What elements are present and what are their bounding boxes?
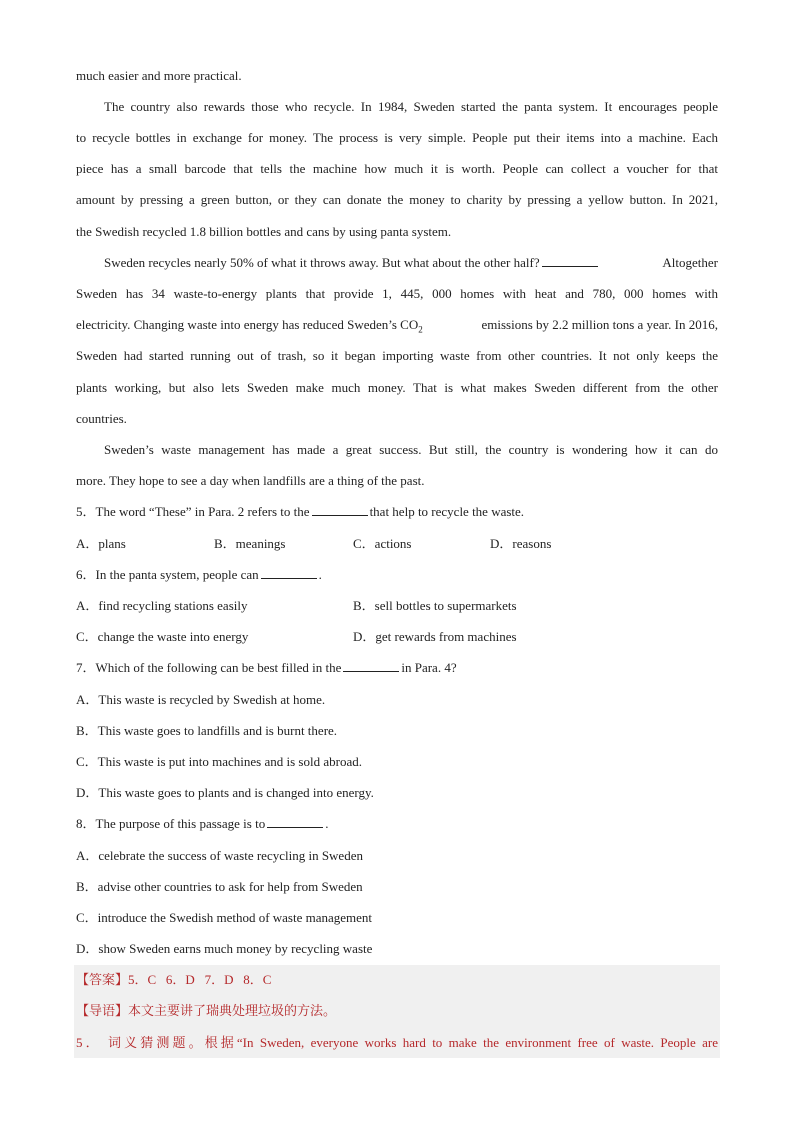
- question-8-stem-end: .: [325, 816, 329, 831]
- paragraph-3-line-1-text: Sweden recycles nearly 50% of what it throws away. But what about the other half?: [104, 255, 540, 270]
- answer-line: [76, 971, 718, 989]
- question-7: [76, 659, 718, 677]
- paragraph-3-line-1-tail: Altogether: [662, 255, 718, 270]
- co2-text: electricity. Changing waste into energy has reduced Sweden’s CO: [76, 317, 419, 332]
- paragraph-4-line-2: more. They hope to see a day when landfills are a thing of the past.: [76, 473, 425, 488]
- answer-blank: [261, 567, 317, 579]
- paragraph-3-line-4: Sweden had started running out of trash, so it began importing waste from other countries. It not only keeps the: [76, 348, 718, 363]
- paragraph-3-line-6: countries.: [76, 411, 127, 426]
- question-6-stem-end: .: [318, 567, 322, 582]
- paragraph-3-line-1: [104, 254, 718, 272]
- question-8-option-c: C．introduce the Swedish method of waste management: [76, 910, 373, 925]
- answer-blank: [542, 255, 598, 267]
- paragraph-2-line-3: piece has a small barcode that tells the machine how much it is worth. People can collect a voucher for that: [76, 161, 718, 176]
- question-7-option-c: C．This waste is put into machines and is sold abroad.: [76, 754, 362, 769]
- question-8-stem: 8．The purpose of this passage is to: [76, 816, 266, 831]
- paragraph-2-line-4: amount by pressing a green button, or they can donate the money to charity by pressing a yellow button. In 2021,: [76, 192, 718, 207]
- question-6-stem: 6．In the panta system, people can: [76, 567, 259, 582]
- paragraph-1-end: much easier and more practical.: [76, 68, 242, 83]
- question-5-option-b: B．meanings: [214, 536, 286, 551]
- guide-text: 本文主要讲了瑞典处理垃圾的方法。: [128, 1003, 337, 1018]
- paragraph-3-line-2: Sweden has 34 waste-to-energy plants that provide 1, 445, 000 homes with heat and 780, 000 homes with: [76, 286, 718, 301]
- question-7-stem: 7．Which of the following can be best filled in the: [76, 660, 342, 675]
- question-6-option-b: B．sell bottles to supermarkets: [353, 598, 517, 613]
- paragraph-4-line-1: Sweden’s waste management has made a great success. But still, the country is wondering how it can do: [104, 442, 718, 457]
- question-8-option-a: A．celebrate the success of waste recycling in Sweden: [76, 848, 363, 863]
- paragraph-2-line-2: to recycle bottles in exchange for money. The process is very simple. People put their items into a machine. Each: [76, 130, 718, 145]
- question-5-stem-end: that help to recycle the waste.: [369, 504, 525, 519]
- question-7-stem-end: in Para. 4?: [401, 660, 457, 675]
- question-5-option-c: C．actions: [353, 536, 412, 551]
- answer-label: 【答案】: [76, 972, 129, 987]
- question-5-option-d: D．reasons: [490, 536, 552, 551]
- emissions-text: emissions by 2.2 million tons a year. In 2016,: [481, 317, 718, 332]
- paragraph-3-line-5: plants working, but also lets Sweden make much money. That is what makes Sweden different from the other: [76, 380, 718, 395]
- question-5-option-a: A．plans: [76, 536, 126, 551]
- question-6-option-c: C．change the waste into energy: [76, 629, 249, 644]
- guide-line: [76, 1002, 718, 1020]
- question-5-stem: 5．The word “These” in Para. 2 refers to the: [76, 504, 310, 519]
- question-8-option-b: B．advise other countries to ask for help from Sweden: [76, 879, 363, 894]
- question-8-option-d: D．show Sweden earns much money by recycling waste: [76, 941, 373, 956]
- explanation-line: 5． 词义猜测题。根据“In Sweden, everyone works hard to make the environment free of waste. People are: [76, 1035, 718, 1050]
- guide-label: 【导语】: [76, 1003, 129, 1018]
- question-6: [76, 566, 718, 584]
- paragraph-3-line-3: [76, 316, 718, 339]
- paragraph-2-line-5: the Swedish recycled 1.8 billion bottles and cans by using panta system.: [76, 224, 452, 239]
- answer-blank: [343, 660, 399, 672]
- question-7-option-d: D．This waste goes to plants and is changed into energy.: [76, 785, 374, 800]
- answer-blank: [267, 816, 323, 828]
- question-8: [76, 815, 718, 833]
- paragraph-2-line-1: The country also rewards those who recycle. In 1984, Sweden started the panta system. It encourages people: [104, 99, 718, 114]
- question-7-option-a: A．This waste is recycled by Swedish at home.: [76, 692, 326, 707]
- answer-blank: [312, 504, 368, 516]
- question-6-option-a: A．find recycling stations easily: [76, 598, 248, 613]
- answer-text: 5．C 6．D 7．D 8．C: [128, 972, 272, 987]
- question-5: [76, 503, 718, 521]
- question-7-option-b: B．This waste goes to landfills and is burnt there.: [76, 723, 338, 738]
- question-6-option-d: D．get rewards from machines: [353, 629, 517, 644]
- co2-subscript: 2: [418, 324, 423, 335]
